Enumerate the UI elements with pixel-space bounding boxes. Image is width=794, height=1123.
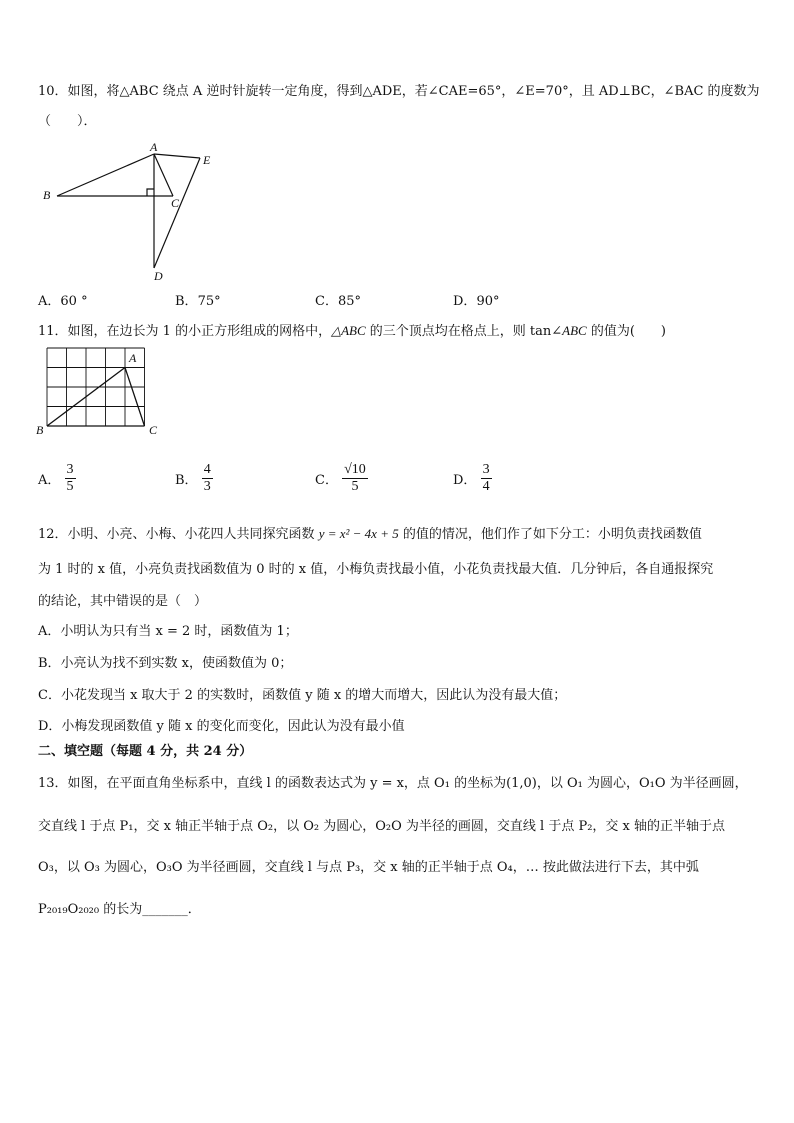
- denominator: 3: [203, 479, 211, 494]
- option-key: B．: [175, 473, 198, 488]
- segment-ac: [125, 368, 145, 427]
- q10-label-b: B: [43, 188, 51, 202]
- option-key: D．: [453, 294, 477, 309]
- q11-stem-text-c: 的值为( ): [586, 324, 666, 339]
- fraction: [202, 462, 213, 495]
- numerator: 3: [482, 462, 490, 477]
- segment-ab: [57, 154, 154, 196]
- option-key: A．: [38, 473, 61, 488]
- denominator: 4: [482, 479, 490, 494]
- q12-function: y = x² − 4x + 5: [318, 526, 399, 541]
- section-heading: 二、填空题（每题 4 分，共 24 分）: [38, 744, 253, 759]
- q13-stem-line3: O₃，以 O₃ 为圆心，O₃O 为半径画圆，交直线 l 与点 P₃，交 x 轴的正半轴于点 O₄，… 按此做法进行下去，其中弧: [38, 860, 699, 875]
- option-key: C．: [315, 473, 338, 488]
- option-key: A．: [38, 294, 61, 309]
- fraction: [342, 462, 368, 495]
- q11-stem-angle: ABC: [562, 323, 587, 338]
- q12-stem-line3: 的结论，其中错误的是（ ）: [38, 594, 208, 609]
- option-key: C．: [315, 294, 338, 309]
- q11-option-d[interactable]: [453, 462, 492, 495]
- numerator: 3: [66, 462, 74, 477]
- q12-option-b[interactable]: B．小亮认为找不到实数 x，使函数值为 0；: [38, 656, 293, 671]
- denominator: 5: [342, 478, 368, 495]
- q11-label-c: C: [149, 423, 158, 437]
- q11-stem-triangle: △ABC: [331, 323, 366, 338]
- q12-option-c[interactable]: C．小花发现当 x 取大于 2 的实数时，函数值 y 随 x 的增大而增大，因此认为没有最大值；: [38, 688, 567, 703]
- q11-option-a[interactable]: [38, 462, 76, 495]
- option-text: 85°: [337, 294, 361, 309]
- segment-ae: [154, 154, 200, 158]
- numerator: √10: [344, 462, 366, 477]
- q12-stem-line1: [38, 524, 702, 545]
- numerator: 4: [203, 462, 211, 477]
- denominator: 5: [66, 479, 74, 494]
- q10-option-d[interactable]: [453, 290, 499, 309]
- q11-stem-text-b: 的三个顶点均在格点上，则 tan∠: [365, 324, 563, 339]
- q13-stem-line2: 交直线 l 于点 P₁，交 x 轴正半轴于点 O₂，以 O₂ 为圆心，O₂O 为半径的画圆，交直线 l 于点 P₂，交 x 轴的正半轴于点: [38, 819, 726, 834]
- q12-stem-text-a: 12．小明、小亮、小梅、小花四人共同探究函数: [38, 527, 319, 542]
- q10-label-c: C: [171, 196, 180, 210]
- fraction: [481, 462, 492, 495]
- right-angle-mark: [147, 189, 154, 196]
- q11-option-b[interactable]: [175, 462, 213, 495]
- q10-label-e: E: [203, 153, 211, 167]
- q12-option-a[interactable]: A．小明认为只有当 x = 2 时，函数值为 1；: [38, 624, 298, 639]
- q11-stem: [38, 321, 666, 342]
- option-key: B．: [175, 294, 198, 309]
- segment-ac: [154, 154, 173, 196]
- q11-stem-text-a: 11．如图，在边长为 1 的小正方形组成的网格中，: [38, 324, 332, 339]
- q10-option-c[interactable]: [315, 290, 361, 309]
- q10-label-a: A: [150, 140, 158, 154]
- q10-stem-line1: 10．如图，将△ABC 绕点 A 逆时针旋转一定角度，得到△ADE，若∠CAE=65°，∠E=70°，且 AD⊥BC，∠BAC 的度数为: [38, 84, 760, 99]
- q12-stem-line2: 为 1 时的 x 值，小亮负责找函数值为 0 时的 x 值，小梅负责找最小值，小花负责找最大值．几分钟后，各自通报探究: [38, 562, 714, 577]
- fraction: [65, 462, 76, 495]
- q10-option-b[interactable]: [175, 290, 221, 309]
- option-text: 75°: [197, 294, 221, 309]
- q10-stem-line2: （ ）．: [38, 114, 97, 129]
- q12-option-d[interactable]: D．小梅发现函数值 y 随 x 的变化而变化，因此认为没有最小值: [38, 719, 405, 734]
- segment-ed: [154, 158, 200, 268]
- q10-figure: [40, 140, 225, 285]
- q13-stem-line4: P₂₀₁₉O₂₀₂₀ 的长为_______．: [38, 902, 201, 917]
- option-text: 60 °: [60, 294, 88, 309]
- option-text: 90°: [476, 294, 500, 309]
- q11-option-c[interactable]: [315, 462, 368, 495]
- q11-label-b: B: [36, 423, 44, 437]
- q13-stem-line1: 13．如图，在平面直角坐标系中，直线 l 的函数表达式为 y = x，点 O₁ 的坐标为(1,0)，以 O₁ 为圆心，O₁O 为半径画圆，: [38, 776, 748, 791]
- q10-option-a[interactable]: [38, 290, 88, 309]
- q10-label-d: D: [154, 269, 163, 283]
- q12-stem-text-b: 的值的情况，他们作了如下分工：小明负责找函数值: [398, 527, 702, 542]
- q11-label-a: A: [129, 351, 137, 365]
- q11-grid-figure: [35, 344, 165, 440]
- option-key: D．: [453, 473, 477, 488]
